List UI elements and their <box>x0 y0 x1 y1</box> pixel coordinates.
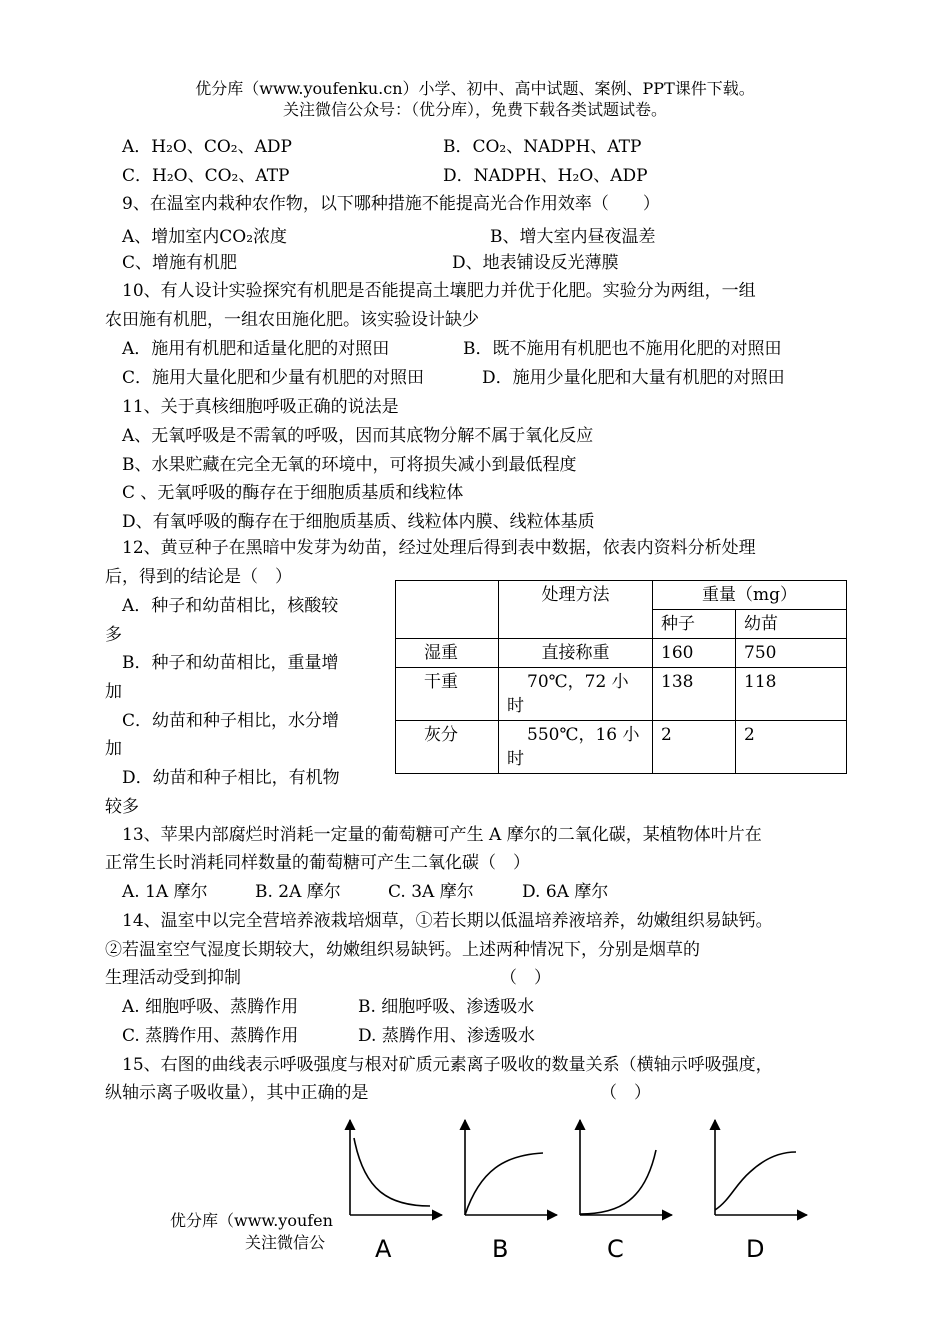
q12-option-c-line2: 加 <box>105 739 122 759</box>
q9-option-c: C、增施有机肥 <box>122 253 238 273</box>
q13-option-d: D. 6A 摩尔 <box>522 882 609 902</box>
q9-stem: 9、在温室内栽种农作物，以下哪种措施不能提高光合作用效率（ ） <box>122 194 660 214</box>
row-method-line2: 时 <box>507 696 524 716</box>
q14-option-c: C. 蒸腾作用、蒸腾作用 <box>122 1026 299 1046</box>
row-seed-value: 2 <box>653 721 736 774</box>
q8-option-a: A．H₂O、CO₂、ADP <box>122 137 292 157</box>
q10-option-c: C．施用大量化肥和少量有机肥的对照田 <box>122 368 425 388</box>
q14-stem-3: 生理活动受到抑制 <box>105 968 241 988</box>
table-corner-cell <box>396 581 499 639</box>
q10-stem-1: 10、有人设计实验探究有机肥是否能提高土壤肥力并优于化肥。实验分为两组，一组 <box>122 281 756 301</box>
q12-option-a-line2: 多 <box>105 625 122 645</box>
q12-option-d-line2: 较多 <box>105 797 139 817</box>
row-method-line2: 时 <box>507 749 524 769</box>
table-row <box>396 668 847 721</box>
q12-stem-2: 后，得到的结论是（ ） <box>105 567 292 587</box>
q13-option-a: A. 1A 摩尔 <box>122 882 208 902</box>
graph-c-label: C <box>607 1235 624 1260</box>
row-label: 湿重 <box>396 639 499 668</box>
table-header-method: 处理方法 <box>499 581 653 639</box>
q8-option-c: C．H₂O、CO₂、ATP <box>122 166 290 186</box>
q15-answer-paren: （ ） <box>600 1083 651 1103</box>
q11-option-c: C 、无氧呼吸的酶存在于细胞质基质和线粒体 <box>122 483 464 503</box>
q12-option-b-line2: 加 <box>105 682 122 702</box>
q12-data-table <box>395 580 847 774</box>
graph-b-curve <box>465 1153 543 1215</box>
graph-c-curve <box>580 1150 656 1214</box>
q12-option-d-line1: D．幼苗和种子相比，有机物 <box>122 768 340 788</box>
row-method <box>499 639 653 668</box>
q13-stem-1: 13、苹果内部腐烂时消耗一定量的葡萄糖可产生 A 摩尔的二氧化碳，某植物体叶片在 <box>122 825 762 845</box>
table-header-seedling: 幼苗 <box>736 610 847 639</box>
footer-line-1: 优分库（www.youfen <box>170 1211 333 1230</box>
graph-d-curve <box>715 1152 796 1210</box>
q10-option-d: D．施用少量化肥和大量有机肥的对照田 <box>482 368 785 388</box>
q14-option-b: B. 细胞呼吸、渗透吸水 <box>358 997 535 1017</box>
q9-option-a: A、增加室内CO₂浓度 <box>122 227 288 247</box>
row-seedling-value: 750 <box>736 639 847 668</box>
q15-stem-2: 纵轴示离子吸收量），其中正确的是 <box>105 1083 369 1103</box>
row-label: 灰分 <box>396 721 499 774</box>
row-method-line1: 70℃，72 小 <box>527 672 629 692</box>
q10-stem-2: 农田施有机肥，一组农田施化肥。该实验设计缺少 <box>105 310 479 330</box>
row-seed-value: 160 <box>653 639 736 668</box>
q12-stem-1: 12、黄豆种子在黑暗中发芽为幼苗，经过处理后得到表中数据，依表内资料分析处理 <box>122 538 756 558</box>
q11-stem: 11、关于真核细胞呼吸正确的说法是 <box>122 397 399 417</box>
header-line-2: 关注微信公众号：（优分库），免费下载各类试题试卷。 <box>282 100 667 119</box>
q14-answer-paren: （ ） <box>500 968 551 988</box>
q14-option-a: A. 细胞呼吸、蒸腾作用 <box>122 997 299 1017</box>
row-method-line1: 直接称重 <box>541 643 610 663</box>
row-method <box>499 668 653 721</box>
q10-option-b: B．既不施用有机肥也不施用化肥的对照田 <box>463 339 782 359</box>
q11-option-a: A、无氧呼吸是不需氧的呼吸，因而其底物分解不属于氧化反应 <box>122 426 594 446</box>
row-seed-value: 138 <box>653 668 736 721</box>
graph-b <box>465 1120 557 1260</box>
q9-option-b: B、增大室内昼夜温差 <box>490 227 656 247</box>
q9-option-d: D、地表铺设反光薄膜 <box>452 253 619 273</box>
row-method <box>499 721 653 774</box>
graph-a-label: A <box>375 1235 392 1260</box>
row-label: 干重 <box>396 668 499 721</box>
q8-option-d: D．NADPH、H₂O、ADP <box>443 166 648 186</box>
q15-graphs <box>330 1110 830 1260</box>
q14-stem-1: 14、温室中以完全营培养液栽培烟草，①若长期以低温培养液培养，幼嫩组织易缺钙。 <box>122 911 773 931</box>
graph-d <box>715 1120 807 1260</box>
q12-option-a-line1: A．种子和幼苗相比，核酸较 <box>122 596 339 616</box>
q12-option-c-line1: C．幼苗和种子相比，水分增 <box>122 711 340 731</box>
row-method-line1: 550℃，16 小 <box>527 725 640 745</box>
graph-a <box>350 1120 442 1260</box>
q10-option-a: A．施用有机肥和适量化肥的对照田 <box>122 339 390 359</box>
graph-d-label: D <box>746 1235 765 1260</box>
header-line-1: 优分库（www.youfenku.cn）小学、初中、高中试题、案例、PPT课件下载。 <box>195 79 755 98</box>
graph-b-label: B <box>492 1235 509 1260</box>
q13-stem-2: 正常生长时消耗同样数量的葡萄糖可产生二氧化碳（ ） <box>105 853 530 873</box>
q14-option-d: D. 蒸腾作用、渗透吸水 <box>358 1026 535 1046</box>
q8-option-b: B．CO₂、NADPH、ATP <box>443 137 642 157</box>
table-row <box>396 721 847 774</box>
q14-stem-2: ②若温室空气湿度长期较大，幼嫩组织易缺钙。上述两种情况下，分别是烟草的 <box>105 940 700 960</box>
row-seedling-value: 118 <box>736 668 847 721</box>
q15-stem-1: 15、右图的曲线表示呼吸强度与根对矿质元素离子吸收的数量关系（横轴示呼吸强度， <box>122 1055 773 1075</box>
q13-option-b: B. 2A 摩尔 <box>255 882 341 902</box>
table-header-weight: 重量（mg） <box>653 581 847 610</box>
q12-option-b-line1: B．种子和幼苗相比，重量增 <box>122 653 339 673</box>
footer-line-2: 关注微信公 <box>245 1233 326 1252</box>
q11-option-b: B、水果贮藏在完全无氧的环境中，可将损失减小到最低程度 <box>122 455 577 475</box>
table-row <box>396 639 847 668</box>
table-header-seed: 种子 <box>653 610 736 639</box>
graph-a-curve <box>354 1138 430 1206</box>
row-seedling-value: 2 <box>736 721 847 774</box>
q13-option-c: C. 3A 摩尔 <box>388 882 474 902</box>
graph-c <box>580 1120 672 1260</box>
q11-option-d: D、有氧呼吸的酶存在于细胞质基质、线粒体内膜、线粒体基质 <box>122 512 595 532</box>
